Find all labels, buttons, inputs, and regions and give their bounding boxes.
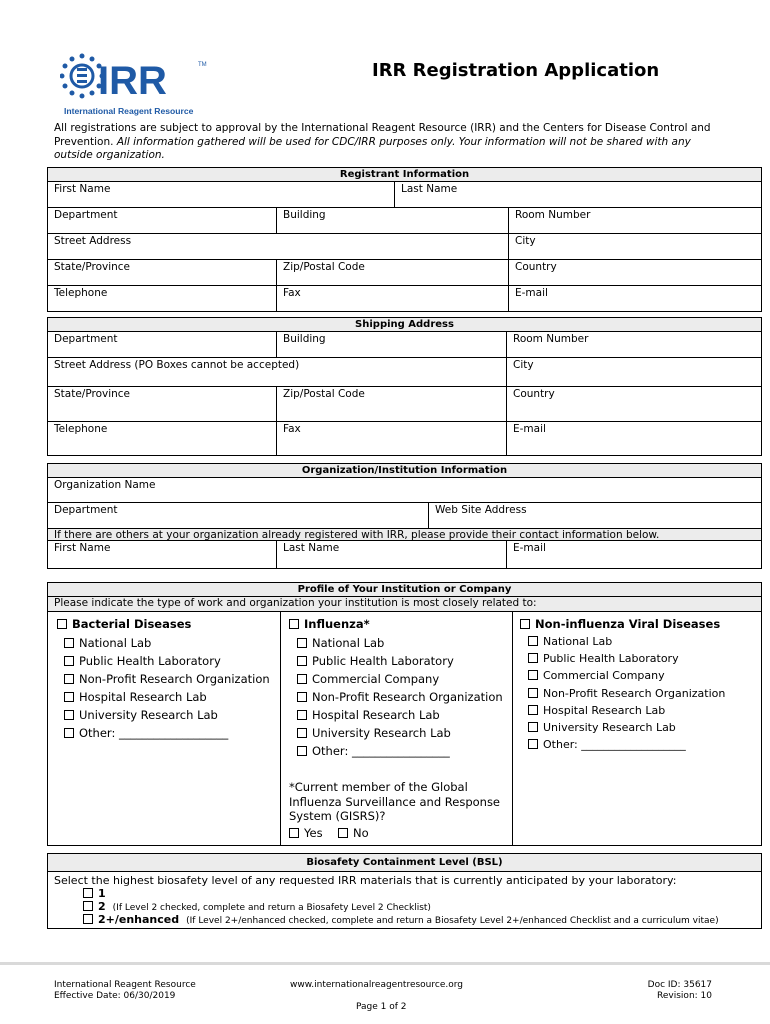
- influenza-option[interactable]: [297, 690, 503, 704]
- viral-option[interactable]: [528, 704, 665, 717]
- option-label: Public Health Laboratory: [79, 654, 221, 668]
- viral-option[interactable]: [528, 687, 725, 700]
- checkbox[interactable]: [297, 728, 307, 738]
- footer-effective-date: Effective Date: 06/30/2019: [54, 991, 176, 1001]
- gisrs-line: *Current member of the Global: [289, 780, 468, 794]
- organization-heading: Organization/Institution Information: [48, 464, 761, 478]
- intro-text: [54, 122, 718, 163]
- org-website-field[interactable]: [428, 503, 761, 528]
- bsl-level-2plus[interactable]: [83, 913, 719, 926]
- shipping-row-dept: [48, 332, 761, 358]
- profile-divider-1: [280, 612, 281, 845]
- country-label: Country: [515, 261, 557, 273]
- bacterial-heading[interactable]: [57, 617, 191, 631]
- checkbox[interactable]: [64, 728, 74, 738]
- option-label: Non-Profit Research Organization: [543, 687, 726, 700]
- bsl-2plus-label: 2+/enhanced: [98, 913, 180, 926]
- checkbox[interactable]: [64, 638, 74, 648]
- checkbox[interactable]: [528, 636, 538, 646]
- shipping-heading: Shipping Address: [48, 318, 761, 332]
- registrant-zip-field[interactable]: [276, 260, 508, 285]
- option-label: National Lab: [312, 636, 385, 650]
- shipping-email-field[interactable]: [506, 422, 761, 455]
- checkbox[interactable]: [297, 692, 307, 702]
- org-row-name: [48, 478, 761, 503]
- bsl-level-1[interactable]: [83, 887, 106, 900]
- registrant-building-field[interactable]: [276, 208, 508, 233]
- checkbox[interactable]: [64, 674, 74, 684]
- shipping-room-label: Room Number: [513, 333, 589, 345]
- checkbox[interactable]: [64, 656, 74, 666]
- shipping-telephone-label: Telephone: [54, 423, 108, 435]
- option-label: Hospital Research Lab: [312, 708, 440, 722]
- shipping-department-label: Department: [54, 333, 118, 345]
- svg-text:International Reagent Resource: International Reagent Resource: [64, 106, 194, 116]
- telephone-label: Telephone: [54, 287, 108, 299]
- fax-label: Fax: [283, 287, 301, 299]
- checkbox[interactable]: [528, 670, 538, 680]
- last-name-label: Last Name: [401, 183, 458, 195]
- shipping-country-label: Country: [513, 388, 555, 400]
- influenza-option[interactable]: [297, 708, 440, 722]
- org-row-note: [48, 529, 761, 541]
- bacterial-option[interactable]: [64, 726, 228, 740]
- option-label: National Lab: [79, 636, 152, 650]
- option-label: National Lab: [543, 635, 613, 648]
- gisrs-yes-label: Yes: [304, 826, 323, 840]
- email-label: E-mail: [515, 287, 548, 299]
- gisrs-line: System (GISRS)?: [289, 809, 386, 823]
- zip-label: Zip/Postal Code: [283, 261, 365, 273]
- shipping-department-field[interactable]: [48, 332, 276, 357]
- checkbox[interactable]: [297, 746, 307, 756]
- gisrs-yes[interactable]: [289, 826, 323, 840]
- option-label: University Research Lab: [543, 721, 676, 734]
- intro-normal: All registrations are subject to approval by the International Reagent Resource (IRR) and the Centers for Disease Control and Prevention.: [54, 122, 711, 148]
- intro-italic: All information gathered will be used for CDC/IRR purposes only. Your information will not be shared with any outside organization.: [54, 135, 691, 161]
- svg-text:TM: TM: [198, 62, 207, 68]
- registrant-room-field[interactable]: [508, 208, 761, 233]
- viral-heading[interactable]: [520, 617, 720, 631]
- influenza-title: Influenza*: [304, 617, 370, 631]
- shipping-email-label: E-mail: [513, 423, 546, 435]
- profile-divider-2: [512, 612, 513, 845]
- organization-table: [47, 463, 762, 569]
- footer-org: International Reagent Resource: [54, 980, 196, 990]
- influenza-heading[interactable]: [289, 617, 370, 631]
- bacterial-title: Bacterial Diseases: [72, 617, 192, 631]
- shipping-row-phone: [48, 422, 761, 455]
- department-label: Department: [54, 209, 118, 221]
- bacterial-option[interactable]: [64, 690, 207, 704]
- bsl-2-label: 2: [98, 900, 106, 913]
- viral-option[interactable]: [528, 721, 676, 734]
- shipping-row-street: [48, 358, 761, 387]
- bsl-heading: Biosafety Containment Level (BSL): [48, 854, 761, 872]
- registrant-fax-field[interactable]: [276, 286, 508, 311]
- bsl-2-note: (If Level 2 checked, complete and return a Biosafety Level 2 Checklist): [112, 903, 431, 913]
- viral-option[interactable]: [528, 738, 686, 751]
- registrant-email-field[interactable]: [508, 286, 761, 311]
- influenza-option[interactable]: [297, 726, 451, 740]
- bsl-level-2[interactable]: [83, 900, 431, 913]
- registrant-row-street: [48, 234, 761, 260]
- shipping-building-field[interactable]: [276, 332, 506, 357]
- profile-heading: Profile of Your Institution or Company: [48, 583, 761, 597]
- option-label: University Research Lab: [312, 726, 451, 740]
- registrant-last-name-field[interactable]: [394, 182, 761, 207]
- shipping-fax-field[interactable]: [276, 422, 506, 455]
- org-others-note: If there are others at your organization already registered with IRR, please provide their contact information below.: [48, 529, 761, 540]
- profile-table: [47, 582, 762, 846]
- first-name-label: First Name: [54, 183, 111, 195]
- shipping-state-field[interactable]: [48, 387, 276, 421]
- shipping-street-field[interactable]: [48, 358, 506, 386]
- org-department-field[interactable]: [48, 503, 428, 528]
- registrant-row-name: [48, 182, 761, 208]
- bsl-prompt: Select the highest biosafety level of any requested IRR materials that is currently anticipated by your laboratory:: [54, 874, 677, 887]
- bsl-2plus-checkbox[interactable]: [83, 914, 93, 924]
- option-label: Hospital Research Lab: [543, 704, 666, 717]
- checkbox[interactable]: [297, 656, 307, 666]
- bacterial-checkbox[interactable]: [57, 619, 67, 629]
- gisrs-no-checkbox[interactable]: [338, 828, 348, 838]
- registrant-department-field[interactable]: [48, 208, 276, 233]
- option-label: Hospital Research Lab: [79, 690, 207, 704]
- shipping-row-state: [48, 387, 761, 422]
- shipping-city-field[interactable]: [506, 358, 761, 386]
- option-label: Other: ___________________: [79, 726, 229, 740]
- registrant-heading: Registrant Information: [48, 168, 761, 182]
- footer-doc-id: Doc ID: 35617: [647, 980, 712, 990]
- checkbox[interactable]: [297, 638, 307, 648]
- checkbox[interactable]: [297, 710, 307, 720]
- bacterial-option[interactable]: [64, 654, 221, 668]
- viral-option[interactable]: [528, 669, 665, 682]
- bsl-2-checkbox[interactable]: [83, 901, 93, 911]
- viral-title: Non-influenza Viral Diseases: [535, 617, 721, 631]
- checkbox[interactable]: [528, 653, 538, 663]
- registrant-city-field[interactable]: [508, 234, 761, 259]
- gisrs-line: Influenza Surveillance and Response: [289, 794, 501, 809]
- checkbox[interactable]: [64, 692, 74, 702]
- option-label: Commercial Company: [543, 669, 665, 682]
- bacterial-option[interactable]: [64, 636, 151, 650]
- org-contact-email-label: E-mail: [513, 542, 546, 554]
- org-name-field[interactable]: [48, 478, 761, 502]
- option-label: Non-Profit Research Organization: [79, 672, 270, 686]
- bsl-1-checkbox[interactable]: [83, 888, 93, 898]
- registrant-first-name-field[interactable]: [48, 182, 394, 207]
- shipping-city-label: City: [513, 359, 534, 371]
- org-contact-last-field[interactable]: [276, 541, 506, 568]
- influenza-checkbox[interactable]: [289, 619, 299, 629]
- footer-revision: Revision: 10: [657, 991, 712, 1001]
- profile-prompt: Please indicate the type of work and organization your institution is most closely related to:: [48, 597, 761, 612]
- bacterial-option[interactable]: [64, 672, 270, 686]
- org-website-label: Web Site Address: [435, 504, 527, 516]
- footer-divider: [0, 962, 770, 965]
- influenza-option[interactable]: [297, 654, 454, 668]
- influenza-option[interactable]: [297, 672, 439, 686]
- viral-checkbox[interactable]: [520, 619, 530, 629]
- option-label: Commercial Company: [312, 672, 440, 686]
- shipping-building-label: Building: [283, 333, 326, 345]
- page-title: IRR Registration Application: [372, 60, 660, 81]
- option-label: Public Health Laboratory: [543, 652, 679, 665]
- svg-text:IRR: IRR: [98, 59, 167, 103]
- option-label: Other: ___________________: [543, 738, 686, 751]
- shipping-telephone-field[interactable]: [48, 422, 276, 455]
- shipping-fax-label: Fax: [283, 423, 301, 435]
- viral-option[interactable]: [528, 635, 612, 648]
- street-label: Street Address: [54, 235, 132, 247]
- city-label: City: [515, 235, 536, 247]
- shipping-street-label: Street Address (PO Boxes cannot be accepted): [54, 359, 300, 371]
- bsl-2plus-note: (If Level 2+/enhanced checked, complete and return a Biosafety Level 2+/enhanced Checklist and a curriculum vitae): [186, 916, 719, 926]
- bsl-1-label: 1: [98, 887, 106, 900]
- org-contact-last-label: Last Name: [283, 542, 340, 554]
- gisrs-no[interactable]: [338, 826, 369, 840]
- irr-logo: [60, 52, 210, 122]
- checkbox[interactable]: [528, 739, 538, 749]
- registrant-street-field[interactable]: [48, 234, 508, 259]
- building-label: Building: [283, 209, 326, 221]
- org-contact-first-label: First Name: [54, 542, 111, 554]
- registrant-row-phone: [48, 286, 761, 311]
- registrant-row-state: [48, 260, 761, 286]
- org-name-label: Organization Name: [54, 479, 156, 491]
- gisrs-question: [289, 780, 500, 824]
- influenza-option[interactable]: [297, 744, 450, 758]
- bsl-table: [47, 853, 762, 929]
- shipping-zip-label: Zip/Postal Code: [283, 388, 365, 400]
- irr-logo-graphic: [60, 52, 210, 122]
- shipping-country-field[interactable]: [506, 387, 761, 421]
- gisrs-no-label: No: [353, 826, 369, 840]
- influenza-option[interactable]: [297, 636, 384, 650]
- shipping-state-label: State/Province: [54, 388, 131, 400]
- footer-url[interactable]: www.internationalreagentresource.org: [290, 980, 463, 990]
- org-contact-first-field[interactable]: [48, 541, 276, 568]
- registrant-telephone-field[interactable]: [48, 286, 276, 311]
- gisrs-yes-checkbox[interactable]: [289, 828, 299, 838]
- org-row-contact: [48, 541, 761, 568]
- checkbox[interactable]: [528, 688, 538, 698]
- registrant-state-field[interactable]: [48, 260, 276, 285]
- option-label: Public Health Laboratory: [312, 654, 454, 668]
- footer-page-number: Page 1 of 2: [356, 1002, 407, 1012]
- state-label: State/Province: [54, 261, 131, 273]
- checkbox[interactable]: [297, 674, 307, 684]
- room-label: Room Number: [515, 209, 591, 221]
- registrant-country-field[interactable]: [508, 260, 761, 285]
- shipping-table: [47, 317, 762, 456]
- org-row-dept: [48, 503, 761, 529]
- registrant-row-dept: [48, 208, 761, 234]
- checkbox[interactable]: [528, 705, 538, 715]
- viral-option[interactable]: [528, 652, 679, 665]
- option-label: Other: _________________: [312, 744, 450, 758]
- option-label: Non-Profit Research Organization: [312, 690, 503, 704]
- shipping-room-field[interactable]: [506, 332, 761, 357]
- bacterial-option[interactable]: [64, 708, 218, 722]
- option-label: University Research Lab: [79, 708, 218, 722]
- org-department-label: Department: [54, 504, 118, 516]
- shipping-zip-field[interactable]: [276, 387, 506, 421]
- checkbox[interactable]: [64, 710, 74, 720]
- checkbox[interactable]: [528, 722, 538, 732]
- org-contact-email-field[interactable]: [506, 541, 761, 568]
- registrant-table: [47, 167, 762, 312]
